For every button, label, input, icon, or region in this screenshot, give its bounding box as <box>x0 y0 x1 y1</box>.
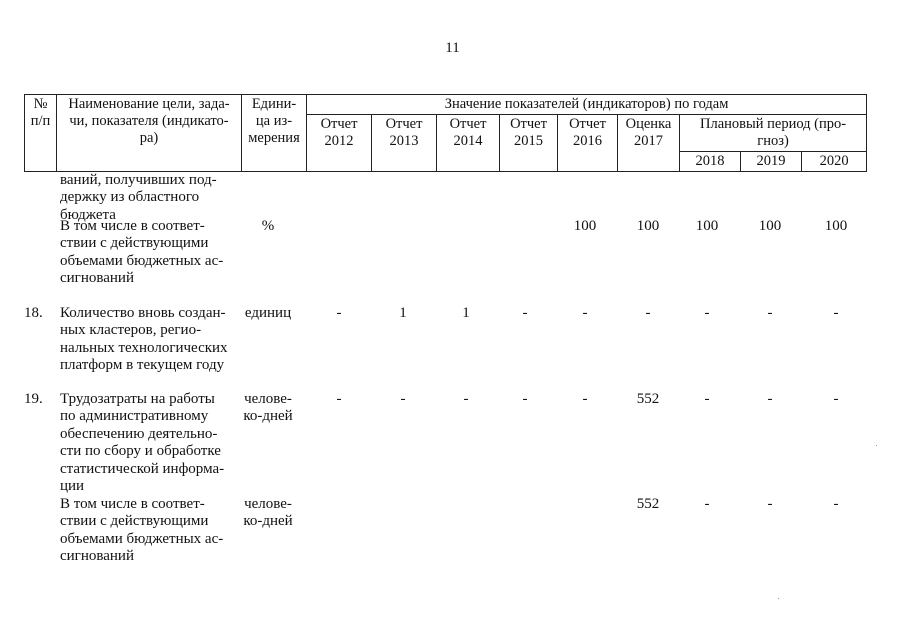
row-value: - <box>704 391 710 407</box>
header-num: № п/п <box>25 95 57 172</box>
row-value: 100 <box>636 218 660 234</box>
row-value: - <box>704 305 710 321</box>
row-name-line: ствии с действующими <box>60 513 209 530</box>
row-unit-line: ко-дней <box>243 513 293 530</box>
row-value: - <box>582 305 588 321</box>
row-value: 552 <box>636 391 660 407</box>
header-unit: Едини- ца из- мерения <box>242 95 307 172</box>
row-value: - <box>336 305 342 321</box>
row-name-line: Количество вновь создан- <box>60 305 226 321</box>
row-name-line: обеспечению деятельно- <box>60 425 218 442</box>
row-name-line: нальных технологических <box>60 339 228 356</box>
header-plan-2020: 2020 <box>802 152 867 172</box>
scan-speck <box>876 445 877 446</box>
row-value: - <box>767 305 773 321</box>
header-year-2016: Отчет 2016 <box>558 115 618 172</box>
header-year-2015: Отчет 2015 <box>500 115 558 172</box>
row-value: - <box>645 305 651 321</box>
row-name-line: сти по сбору и обработке <box>60 443 221 460</box>
header-year-2014: Отчет 2014 <box>437 115 500 172</box>
row-value: - <box>400 391 406 407</box>
row-name-line: держку из областного <box>60 189 200 206</box>
row-value: - <box>767 496 773 512</box>
row-value: 100 <box>695 218 719 234</box>
scan-speck <box>778 598 779 599</box>
header-name: Наименование цели, зада- чи, показателя (индикато- ра) <box>57 95 242 172</box>
row-name-line: ваний, получивших под- <box>60 172 217 188</box>
row-value: - <box>833 496 839 512</box>
row-name-line: В том числе в соответ- <box>60 496 205 512</box>
row-value: - <box>522 305 528 321</box>
row-value: 100 <box>824 218 848 234</box>
row-name-line: статистической информа- <box>60 460 225 477</box>
row-name-line: сигнований <box>60 270 134 287</box>
row-value: - <box>463 391 469 407</box>
row-name-line: В том числе в соответ- <box>60 218 205 234</box>
row-value: - <box>582 391 588 407</box>
header-year-2017: Оценка 2017 <box>618 115 680 172</box>
row-value: 100 <box>758 218 782 234</box>
row-unit-line: единиц <box>244 305 292 321</box>
row-name-line: объемами бюджетных ас- <box>60 252 224 269</box>
row-value: 1 <box>462 305 470 321</box>
header-year-2013: Отчет 2013 <box>372 115 437 172</box>
header-year-2012: Отчет 2012 <box>307 115 372 172</box>
row-unit-line: ко-дней <box>243 408 293 425</box>
header-plan-2018: 2018 <box>680 152 741 172</box>
header-plan-2019: 2019 <box>741 152 802 172</box>
row-name-line: ствии с действующими <box>60 235 209 252</box>
row-name-line: бюджета <box>60 206 116 223</box>
row-value: - <box>833 305 839 321</box>
row-value: - <box>833 391 839 407</box>
header-plan-period: Плановый период (про- гноз) <box>680 115 867 152</box>
row-value: - <box>336 391 342 407</box>
row-name-line: сигнований <box>60 548 134 565</box>
page-number: 11 <box>445 40 460 56</box>
row-value: - <box>767 391 773 407</box>
row-name-line: объемами бюджетных ас- <box>60 530 224 547</box>
row-name-line: по административному <box>60 408 209 425</box>
row-value: - <box>704 496 710 512</box>
header-values-title: Значение показателей (индикаторов) по годам <box>307 95 867 115</box>
row-value: - <box>522 391 528 407</box>
row-name-line: ных кластеров, регио- <box>60 322 202 339</box>
row-name-line: платформ в текущем году <box>60 357 225 374</box>
row-number: 19. <box>24 391 43 407</box>
row-unit-line: челове- <box>244 391 292 407</box>
row-number: 18. <box>24 305 43 321</box>
row-name-line: Трудозатраты на работы <box>60 391 215 407</box>
row-name-line: ции <box>60 478 85 494</box>
row-unit-line: челове- <box>244 496 292 512</box>
row-value: 100 <box>573 218 597 234</box>
row-value: 552 <box>636 496 660 512</box>
row-unit-line: % <box>261 218 275 234</box>
row-value: 1 <box>399 305 407 321</box>
